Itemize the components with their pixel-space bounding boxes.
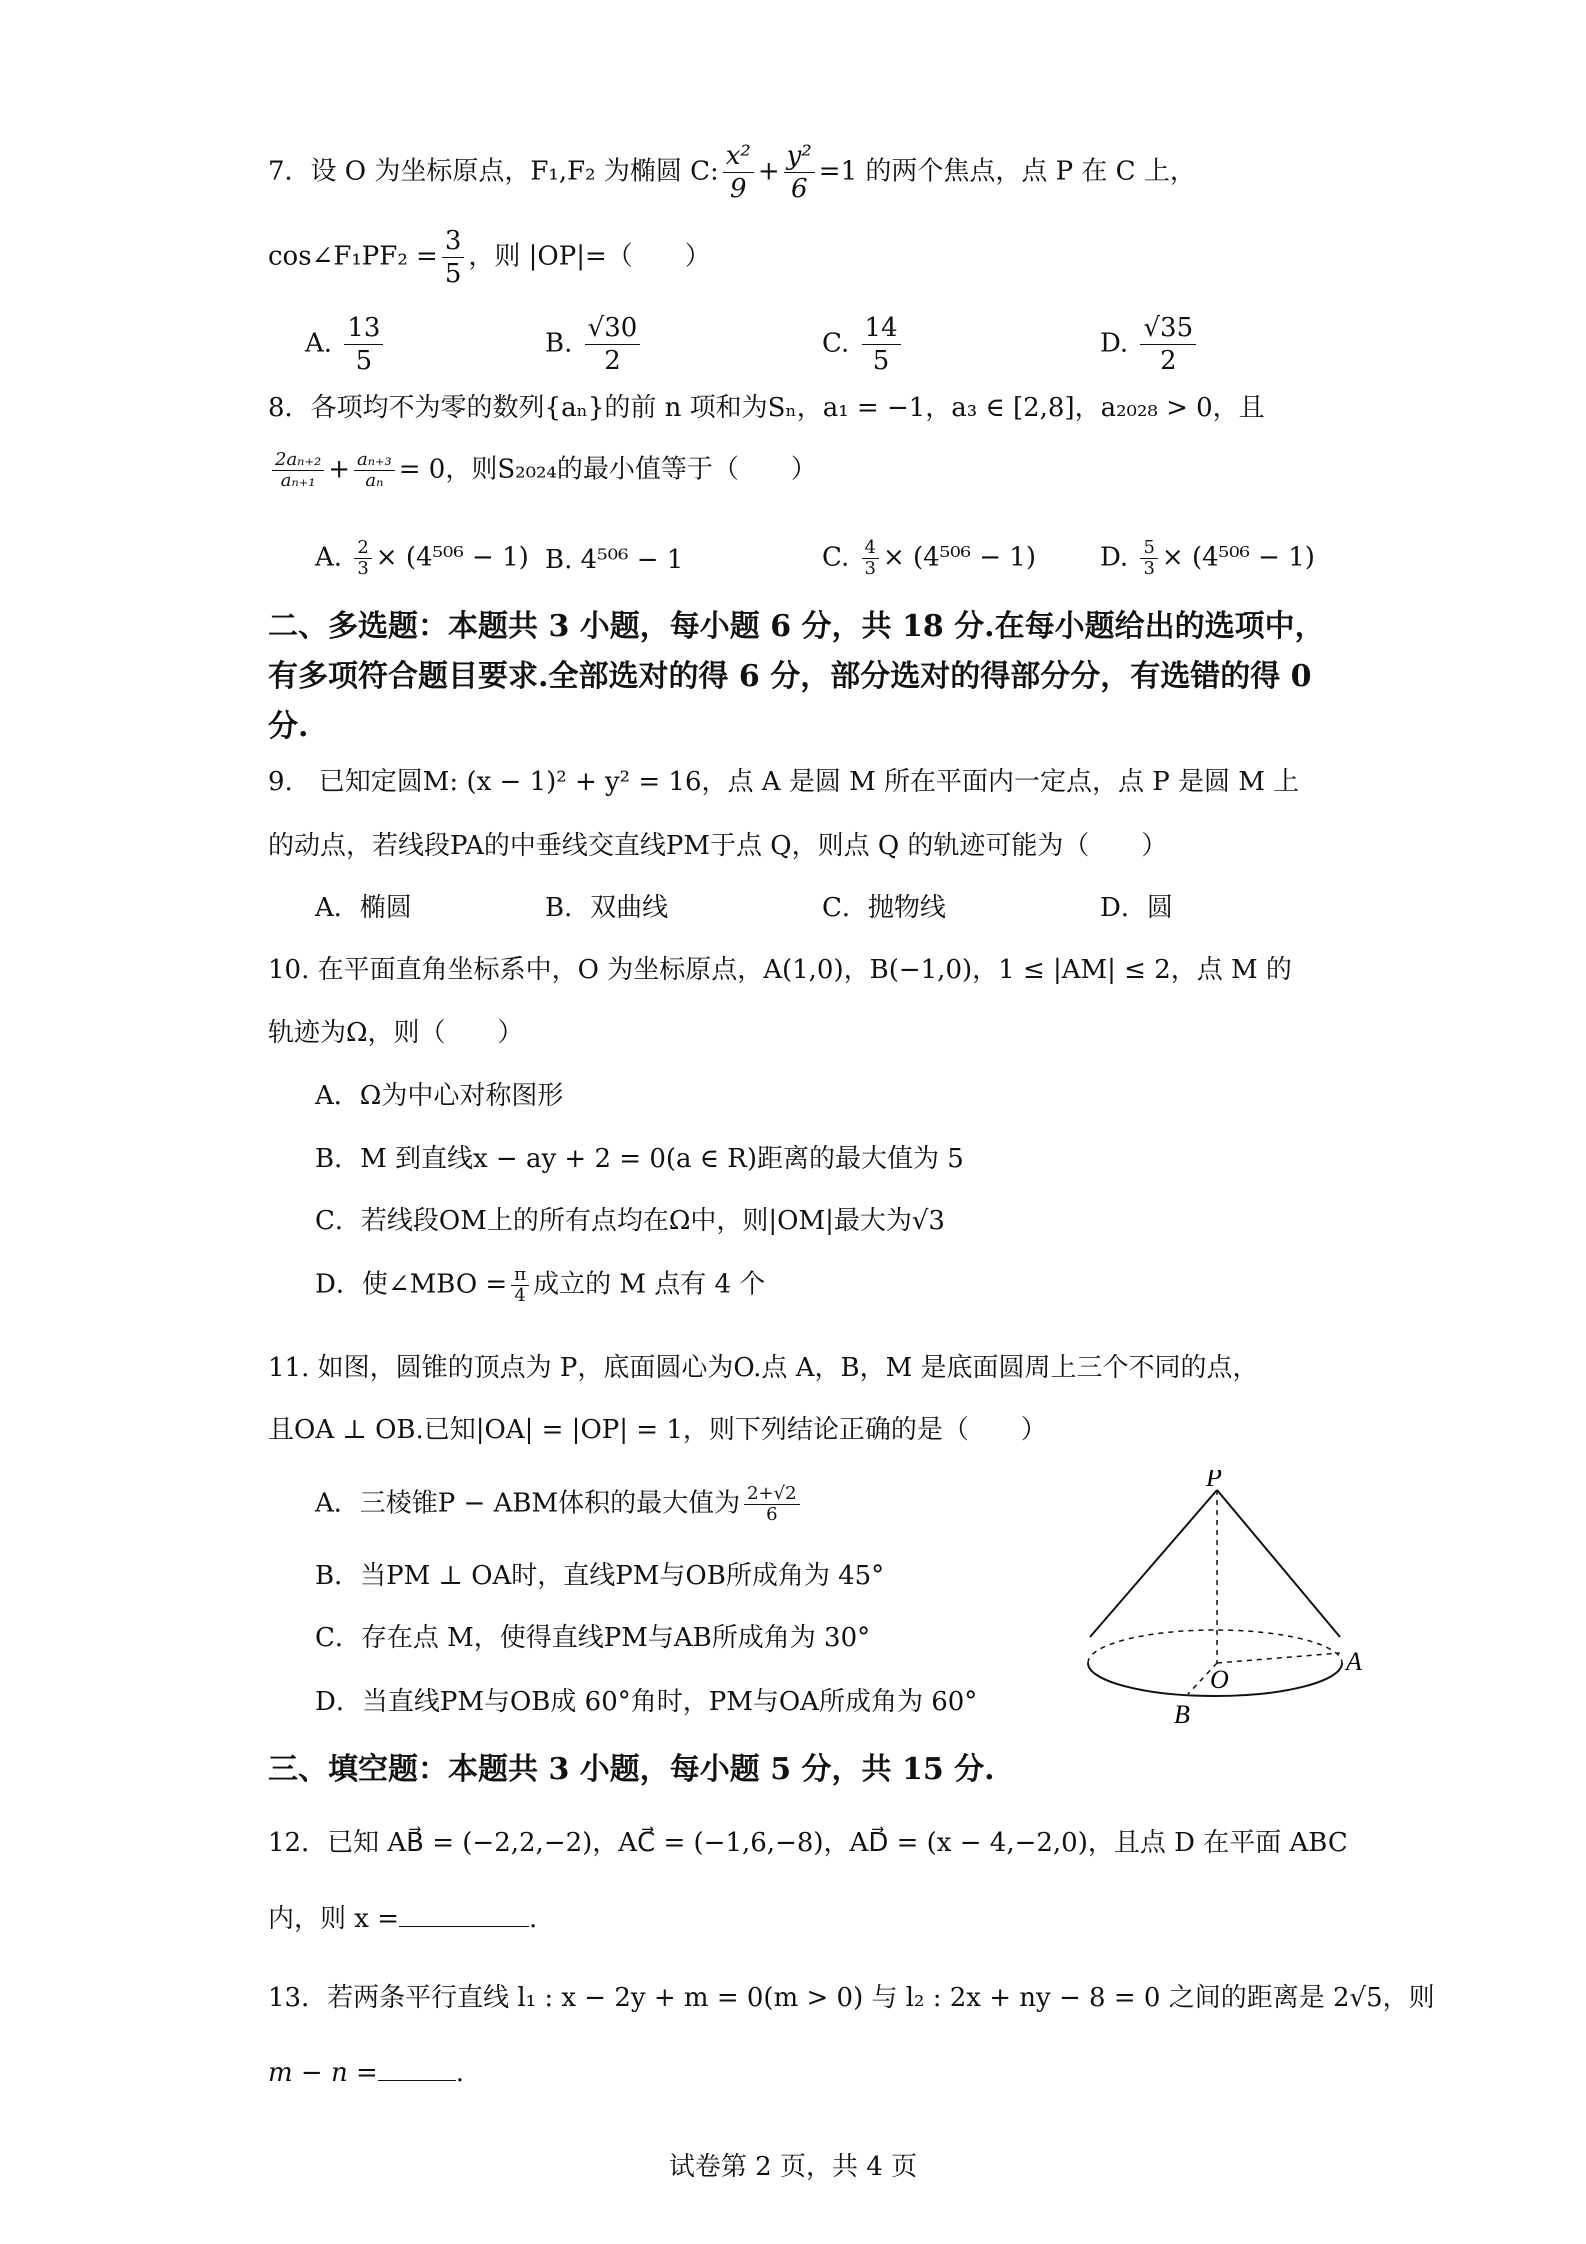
q13-line2 — [268, 2052, 464, 2091]
q7-line2 — [268, 225, 711, 290]
q8-option-b: B. 4⁵⁰⁶ − 1 — [545, 545, 684, 575]
q12-line1: 12．已知 AB⃗ = (−2,2,−2)，AC⃗ = (−1,6,−8)，AD⃗ = (x − 4,−2,0)，且点 D 在平面 ABC — [268, 1828, 1348, 1858]
q9-option-d: D．圆 — [1100, 893, 1173, 923]
q9-option-b: B．双曲线 — [545, 893, 669, 923]
q8-plus: + — [328, 454, 350, 485]
q8-fraction-2: $\frac{\text{aₙ₊₃}}{\text{aₙ}}$ — [354, 450, 395, 491]
q7-option-c: C. $\frac{14}{5}$ — [822, 312, 905, 377]
q11-line1: 11. 如图，圆锥的顶点为 P，底面圆心为O.点 A，B，M 是底面圆周上三个不同的点， — [268, 1353, 1259, 1383]
q10-option-c: C．若线段OM上的所有点均在Ω中，则|OM|最大为√3 — [315, 1206, 945, 1236]
q8-line2 — [268, 450, 817, 491]
q11-option-a: A．三棱锥P − ABM体积的最大值为 $\frac{2+√2}{6}$ — [315, 1484, 804, 1525]
q10-line1: 10. 在平面直角坐标系中，O 为坐标原点，A(1,0)，B(−1,0)，1 ≤ |AM| ≤ 2，点 M 的 — [268, 955, 1292, 985]
q7-option-b: B. $\frac{√30}{2}$ — [545, 312, 644, 377]
cone-figure — [1070, 1470, 1370, 1740]
q8-option-d: D. $\frac{5}{3}$ × (4⁵⁰⁶ − 1) — [1100, 537, 1315, 579]
q12-answer-blank[interactable] — [399, 1898, 529, 1927]
cone-left-slant — [1090, 1490, 1217, 1637]
q8-line2-text: = 0，则S₂₀₂₄的最小值等于（ ） — [398, 454, 817, 485]
q8-option-c: C. $\frac{4}{3}$ × (4⁵⁰⁶ − 1) — [822, 537, 1036, 579]
label-a: A — [1346, 1647, 1362, 1676]
q9-option-c: C．抛物线 — [822, 893, 946, 923]
cone-base-back-arc — [1088, 1630, 1342, 1663]
q7-cos-fraction: $\frac{3}{5}$ — [442, 225, 465, 290]
q10-option-d: D．使∠MBO = $\frac{\pi}{4}$ 成立的 M 点有 4 个 — [315, 1264, 766, 1306]
label-o: O — [1210, 1665, 1229, 1694]
section-3-heading: 三、填空题：本题共 3 小题，每小题 5 分，共 15 分. — [268, 1752, 995, 1787]
q11-option-c: C．存在点 M，使得直线PM与AB所成角为 30° — [315, 1623, 871, 1653]
q7-cos-text: cos∠F₁PF₂ = — [268, 241, 438, 272]
q10-option-b: B．M 到直线x − ay + 2 = 0(a ∈ R)距离的最大值为 5 — [315, 1144, 964, 1174]
label-p: P — [1206, 1470, 1222, 1492]
q13-answer-blank[interactable] — [378, 2052, 456, 2081]
q11-option-b: B．当PM ⊥ OA时，直线PM与OB所成角为 45° — [315, 1561, 885, 1591]
q7-option-a: A. $\frac{13}{5}$ — [305, 312, 387, 377]
q7-question-end: ，则 |OP|=（ ） — [468, 241, 711, 272]
q12-line2-text: 内，则 x = — [268, 1904, 399, 1934]
q13-line1: 13．若两条平行直线 l₁ : x − 2y + m = 0(m > 0) 与 l₂ : 2x + ny − 8 = 0 之间的距离是 2√5，则 — [268, 1983, 1435, 2013]
q11-line2: 且OA ⊥ OB.已知|OA| = |OP| = 1，则下列结论正确的是（ ） — [268, 1415, 1047, 1445]
q7-number: 7． — [268, 156, 311, 187]
q7-text1: 设 O 为坐标原点，F₁,F₂ 为椭圆 C: — [310, 156, 719, 187]
q11-option-d: D．当直线PM与OB成 60°角时，PM与OA所成角为 60° — [315, 1687, 978, 1717]
cone-right-slant — [1217, 1490, 1340, 1637]
q12-line2 — [268, 1898, 537, 1937]
q7-ellipse-y-fraction: $\frac{\text{y²}}{6}$ — [784, 140, 815, 205]
q9-option-a: A．椭圆 — [315, 893, 412, 923]
q13-period: . — [455, 2058, 465, 2088]
q9-line2: 的动点，若线段PA的中垂线交直线PM于点 Q，则点 Q 的轨迹可能为（ ） — [268, 831, 1168, 861]
q12-period: . — [528, 1904, 538, 1934]
q10-line2: 轨迹为Ω，则（ ） — [268, 1018, 524, 1048]
q9-line1: 9. 已知定圆M: (x − 1)² + y² = 16，点 A 是圆 M 所在平面内一定点，点 P 是圆 M 上 — [268, 767, 1300, 797]
q7-text2: =1 的两个焦点，点 P 在 C 上， — [818, 156, 1196, 187]
page-footer: 试卷第 2 页，共 4 页 — [668, 2152, 918, 2182]
section-2-heading: 二、多选题：本题共 3 小题，每小题 6 分，共 18 分.在每小题给出的选项中，有多项符合题目要求.全部选对的得 6 分，部分选对的得部分分，有选错的得 0 分. — [268, 609, 1325, 744]
q8-option-a: A. $\frac{2}{3}$ × (4⁵⁰⁶ − 1) — [315, 537, 529, 579]
q7-option-d: D. $\frac{√35}{2}$ — [1100, 312, 1200, 377]
q8-fraction-1: $\frac{\text{2aₙ₊₂}}{\text{aₙ₊₁}}$ — [272, 450, 324, 491]
cone-radius-oa — [1217, 1653, 1340, 1663]
q7-line1 — [268, 140, 1196, 205]
q10-option-a: A．Ω为中心对称图形 — [315, 1081, 564, 1111]
q8-line1: 8．各项均不为零的数列{aₙ}的前 n 项和为Sₙ，a₁ = −1，a₃ ∈ [2,8]，a₂₀₂₈ > 0，且 — [268, 393, 1265, 423]
q7-plus: + — [757, 156, 780, 187]
q7-ellipse-x-fraction: $\frac{\text{x²}}{9}$ — [723, 140, 754, 205]
label-b: B — [1174, 1700, 1190, 1729]
q13-line2-text: m − n = — [268, 2058, 378, 2088]
